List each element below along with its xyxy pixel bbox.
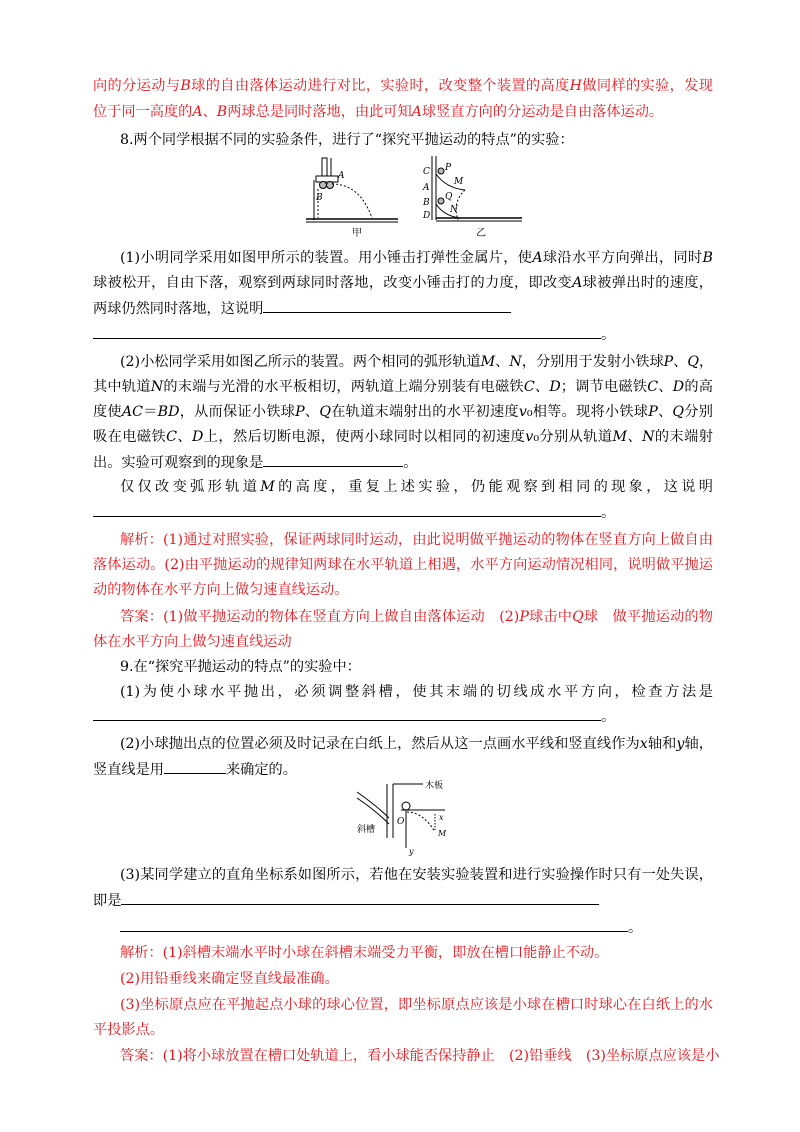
text-run: 两球总是同时落地，由此可知: [227, 104, 412, 120]
variable-symbol: v: [518, 404, 527, 420]
q8-title: 8.两个同学根据不同的实验条件，进行了“探究平抛运动的特点”的实验：: [120, 132, 574, 148]
q9-analysis-line-1: [120, 943, 713, 963]
variable-symbol: M: [260, 479, 275, 495]
text-run: 答案：(1)做平抛运动的物体在竖直方向上做自由落体运动 (2): [120, 609, 520, 625]
fig-caption-jia: 甲: [352, 228, 362, 239]
text-run: 来确定的。: [225, 762, 297, 778]
variable-symbol: P: [663, 354, 674, 370]
q9-analysis-line-2: [120, 969, 713, 989]
fig-label-P: P: [445, 163, 452, 173]
text-run: ₀: [526, 404, 533, 420]
q9-part3-line-2: [93, 890, 713, 911]
text-run: 、: [534, 379, 550, 395]
text-run: 位于同一高度的: [93, 104, 193, 120]
fig-label-O: O: [397, 817, 405, 827]
text-run: (3)某同学建立的直角坐标系如图所示，若他在安装实验装置和进行实验操作时只有一处失误，: [120, 867, 713, 883]
q9-part2-line-1: [120, 734, 713, 754]
q8-part3-line-1: [120, 477, 713, 497]
q8-analysis-line-2: [93, 555, 713, 575]
text-run: 球沿水平方向弹出，同时: [542, 250, 703, 266]
q8-part3-period: 。: [601, 505, 616, 521]
text-run: 轴，: [684, 736, 713, 752]
fig-label-A2: A: [423, 183, 430, 193]
q8-part1-blank-b[interactable]: [93, 324, 601, 339]
fig-label-x: x: [439, 813, 444, 822]
fig-label-M: M: [438, 829, 447, 838]
q9-part3-line-2-text: [93, 893, 121, 909]
q8-part1-line-2: [93, 273, 713, 293]
q8-part2-period: 。: [403, 455, 418, 471]
text-run: 度使: [93, 404, 122, 420]
text-run: 竖直线是用: [93, 762, 164, 778]
text-run: 上，然后切断电源，使两小球同时以相同的初速度: [203, 429, 526, 445]
text-run: 球被弹出时的速度，: [582, 275, 713, 291]
variable-symbol: AC: [121, 404, 143, 420]
text-run: 吸在电磁铁: [93, 429, 167, 445]
variable-symbol: Q: [572, 609, 584, 625]
q9-answer-line-1: [120, 1046, 720, 1066]
variable-symbol: Q: [672, 404, 685, 420]
q8-part2-line-5: [93, 452, 713, 473]
text-run: ，: [699, 354, 714, 370]
text-run: ；调节电磁铁: [560, 379, 648, 395]
fig-label-B: B: [316, 193, 323, 203]
q8-part2-line-5-text: [93, 455, 263, 471]
variable-symbol: M: [480, 354, 496, 370]
variable-symbol: Q: [319, 404, 331, 420]
q9-part2-blank[interactable]: [164, 759, 226, 774]
text-run: (3)坐标原点应在平抛起点小球的球心位置，即坐标原点应该是小球在槽口时球心在白纸上的水: [120, 997, 713, 1013]
text-run: 、: [673, 354, 688, 370]
variable-symbol: P: [295, 404, 305, 420]
text-run: 的末端与光滑的水平板相切，两轨道上端分别装有电磁铁: [163, 379, 524, 395]
variable-symbol: B: [702, 250, 713, 266]
variable-symbol: A: [411, 104, 422, 120]
fig-label-Q: Q: [445, 192, 453, 202]
variable-symbol: B: [216, 104, 228, 120]
text-run: 、: [304, 404, 320, 420]
text-run: 、: [495, 354, 510, 370]
q8-part1-line-3-text: [93, 301, 263, 317]
fig-label-M: M: [454, 177, 464, 187]
q9-part1-blank[interactable]: [93, 706, 601, 721]
q8-analysis-line-1: [120, 530, 713, 550]
text-run: 、: [657, 404, 673, 420]
q9-part1-period: 。: [601, 709, 616, 725]
text-run: 的高度，重复上述实验，仍能观察到相同的现象，这说明: [274, 479, 713, 495]
fig-label-C: C: [423, 167, 430, 177]
text-run: 即是: [93, 893, 122, 909]
q9-analysis-line-3: [120, 995, 713, 1015]
variable-symbol: M: [612, 429, 628, 445]
q8-part1-line-4: [93, 324, 713, 345]
text-run: 其中轨道: [93, 379, 151, 395]
text-run: 的高: [684, 379, 713, 395]
prev-answer-line-2: [93, 102, 713, 122]
text-run: 球竖直方向的分运动是自由落体运动。: [421, 104, 664, 120]
variable-symbol: N: [642, 429, 655, 445]
variable-symbol: x: [639, 736, 648, 752]
q9-part3-line-1: [120, 865, 713, 885]
text-run: ，从而保证小铁球: [179, 404, 296, 420]
text-run: 、: [627, 429, 643, 445]
variable-symbol: v: [525, 429, 534, 445]
variable-symbol: A: [572, 275, 583, 291]
text-run: (2)小松同学采用如图乙所示的装置。两个相同的弧形轨道: [120, 354, 481, 370]
text-run: ₀: [533, 429, 539, 445]
text-run: 的末端射: [654, 429, 713, 445]
variable-symbol: P: [648, 404, 658, 420]
text-run: (1)小明同学采用如图甲所示的装置。用小锤击打弹性金属片，使: [120, 250, 533, 266]
text-run: 向的分运动与: [93, 78, 181, 94]
text-run: 球击中: [528, 609, 573, 625]
variable-symbol: C: [166, 429, 177, 445]
q8-part2-blank-a[interactable]: [263, 452, 403, 467]
q8-answer-line-2: [93, 632, 713, 652]
text-run: 出。实验可观察到的现象是: [93, 455, 264, 471]
q8-part2-line-2: [93, 377, 713, 397]
variable-symbol: A: [192, 104, 203, 120]
q9-figure: [355, 778, 465, 858]
q9-part3-period: 。: [628, 920, 643, 936]
variable-symbol: H: [569, 78, 582, 94]
prev-answer-line-1: [93, 76, 713, 96]
q9-title: 9.在“探究平抛运动的特点”的实验中：: [120, 659, 361, 675]
text-run: 、: [202, 104, 217, 120]
text-run: 平投影点。: [93, 1022, 164, 1038]
variable-symbol: P: [519, 609, 529, 625]
q8-analysis-line-3: [93, 580, 713, 600]
fig-label-y: y: [409, 847, 414, 856]
q8-figure: [300, 152, 530, 242]
text-run: 做同样的实验，发现: [581, 78, 713, 94]
text-run: (1)为使小球水平抛出，必须调整斜槽，使其末端的切线成水平方向，检查方法是: [120, 684, 713, 700]
text-run: 球被松开，自由下落，观察到两球同时落地，改变小锤击打的力度，即改变: [93, 275, 573, 291]
variable-symbol: N: [509, 354, 522, 370]
q9-part2-line-2-text-a: [93, 762, 164, 778]
q8-part2-line-1: [120, 352, 713, 372]
variable-symbol: D: [549, 379, 561, 395]
text-run: 轴和: [647, 736, 677, 752]
q8-part3-blank[interactable]: [93, 502, 601, 517]
variable-symbol: C: [523, 379, 535, 395]
variable-symbol: D: [191, 429, 204, 445]
text-run: 、: [176, 429, 192, 445]
q8-part1-line-1: [120, 248, 713, 268]
q9-analysis-line-4: [93, 1020, 713, 1040]
q8-part1-line-3: [93, 298, 713, 319]
text-run: ，分别用于发射小铁球: [521, 354, 664, 370]
text-run: 仅仅改变弧形轨道: [120, 479, 261, 495]
text-run: 球 做平抛运动的物: [583, 609, 713, 625]
q8-part2-line-3: [93, 402, 713, 422]
text-run: ＝: [142, 404, 158, 420]
text-run: 相等。现将小铁球: [532, 404, 649, 420]
q9-part2-line-2-text-b: [226, 762, 297, 778]
text-run: 两球仍然同时落地，这说明: [93, 301, 264, 317]
variable-symbol: D: [672, 379, 685, 395]
q9-part3-blank-a[interactable]: [121, 890, 599, 905]
text-run: 分别: [684, 404, 713, 420]
q8-part2-line-4: [93, 427, 713, 447]
text-run: 落体运动。(2)由平抛运动的规律知两球在水平轨道上相遇，水平方向运动情况相同，说明做平抛运: [93, 557, 713, 573]
variable-symbol: y: [676, 736, 685, 752]
q9-part1-line-1: [120, 682, 713, 702]
text-run: 分别从轨道: [539, 429, 613, 445]
q8-part1-blank-a[interactable]: [263, 298, 511, 313]
q9-part3-blank-b[interactable]: [120, 917, 628, 932]
text-run: 动的物体在水平方向上做匀速直线运动。: [93, 582, 349, 598]
text-run: 解析：(1)斜槽末端水平时小球在斜槽末端受力平衡，即放在槽口能静止不动。: [120, 945, 609, 961]
q8-part1-period: 。: [601, 327, 616, 343]
fig-caption-yi: 乙: [476, 228, 486, 239]
q8-answer-line-1: [120, 607, 713, 627]
fig-label-muban: 木板: [425, 781, 444, 791]
text-run: (2)小球抛出点的位置必须及时记录在白纸上，然后从这一点画水平线和竖直线作为: [120, 736, 640, 752]
q9-part3-line-3: [120, 917, 713, 938]
fig-label-N: N: [450, 205, 458, 215]
text-run: 解析：(1)通过对照实验，保证两球同时运动，由此说明做平抛运动的物体在竖直方向上做自由: [120, 532, 713, 548]
fig-label-B2: B: [423, 198, 430, 208]
q8-part3-line-2: [93, 502, 713, 523]
text-run: 球的自由落体运动进行对比，实验时，改变整个装置的高度: [190, 78, 570, 94]
q9-part1-line-2: [93, 706, 713, 727]
fig-label-xiecao: 斜槽: [357, 825, 376, 835]
fig-label-D: D: [423, 211, 431, 221]
text-run: 体在水平方向上做匀速直线运动: [93, 634, 292, 650]
variable-symbol: A: [532, 250, 543, 266]
fig-label-A: A: [338, 171, 345, 181]
text-run: 、: [658, 379, 673, 395]
q9-part2-line-2: [93, 759, 713, 780]
text-run: 在轨道末端射出的水平初速度: [330, 404, 519, 420]
variable-symbol: BD: [157, 404, 180, 420]
text-run: 答案：(1)将小球放置在槽口处轨道上，看小球能否保持静止 (2)铅垂线 (3)坐标原点应该是小: [120, 1048, 720, 1064]
variable-symbol: C: [647, 379, 659, 395]
variable-symbol: Q: [687, 354, 700, 370]
figure-jia-apparatus: [306, 158, 398, 222]
variable-symbol: N: [150, 379, 164, 395]
text-run: (2)用铅垂线来确定竖直线最准确。: [120, 971, 339, 987]
variable-symbol: B: [180, 78, 191, 94]
